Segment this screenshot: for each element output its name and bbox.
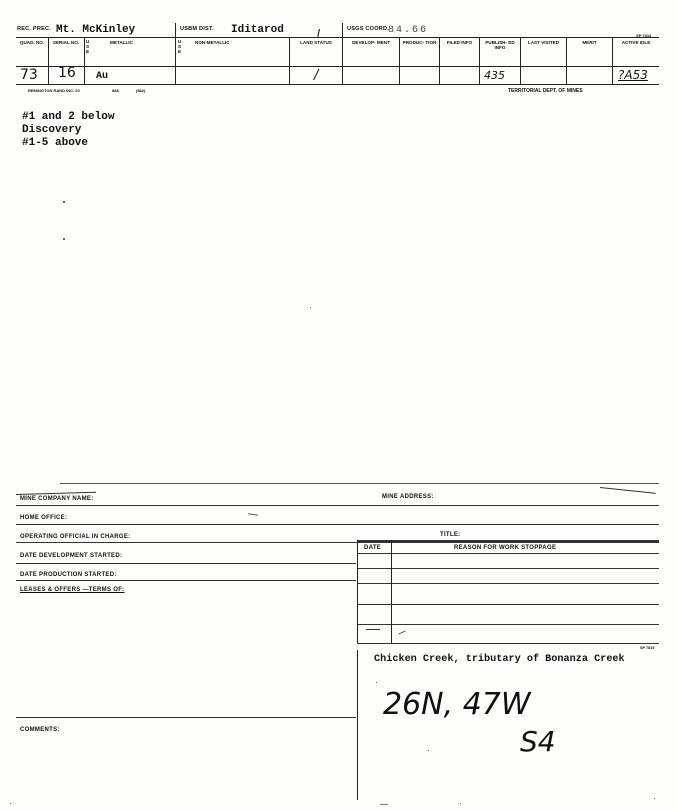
printer-code-b: (882): [136, 88, 146, 93]
rule-stoppage-2: [357, 583, 659, 584]
land-status-label: LAND STATUS: [300, 40, 332, 45]
speck-bottom-4: [10, 803, 11, 804]
merit-label: MERIT: [582, 40, 597, 45]
rule-comments: [16, 717, 356, 718]
rule-stoppage-top: [357, 540, 659, 542]
rule-date-prod: [16, 580, 356, 581]
published-info-label: PUBLISH- ED INFO: [485, 40, 515, 50]
header-rule-1: [16, 37, 659, 38]
col-div-3: [289, 37, 290, 84]
rule-home-office: [16, 524, 659, 525]
divider-rec-usbm: [175, 23, 176, 85]
usbm-dist-value: Iditarod: [231, 24, 284, 36]
note-line-1: #1 and 2 below: [22, 111, 115, 123]
slant-stroke: [16, 492, 96, 495]
speck-3: [310, 307, 311, 308]
speck-4: [376, 682, 377, 683]
section-hand: S4: [520, 725, 556, 758]
printer-code-a: 888: [112, 88, 119, 93]
stoppage-date-divider: [391, 540, 392, 643]
form-number-bottom: SP 7815: [640, 646, 655, 650]
location-left-edge: [357, 650, 358, 800]
active-idle-label: ACTIVE IDLE: [621, 40, 651, 45]
col-div-6: [479, 37, 480, 84]
divider-usbm-usgs: [342, 23, 343, 85]
rule-stoppage-header: [357, 553, 659, 554]
date-production-label: DATE PRODUCTION STARTED:: [20, 572, 117, 578]
comments-label: COMMENTS:: [20, 727, 60, 733]
published-info-value: 435: [484, 69, 505, 82]
date-label: DATE: [364, 545, 382, 551]
mine-address-label: MINE ADDRESS:: [382, 494, 434, 500]
note-line-2: Discovery: [22, 124, 82, 136]
serial-value: 16: [58, 65, 76, 81]
col-div-4: [399, 37, 400, 84]
rule-stoppage-4: [357, 624, 659, 625]
metallic-label: METALLIC: [110, 40, 133, 45]
quad-label: QUAD. NO.: [19, 40, 45, 45]
last-visited-label: LAST VISITED: [527, 40, 560, 45]
col-div-2: [84, 37, 85, 84]
operating-official-label: OPERATING OFFICIAL IN CHARGE:: [20, 534, 131, 540]
reason-label: REASON FOR WORK STOPPAGE: [454, 545, 557, 551]
rec-prec-label: REC. PREC.: [17, 26, 52, 32]
speck-5: [428, 750, 429, 751]
township-hand: 26N, 47W: [383, 687, 531, 722]
slant-stroke-right: [600, 487, 656, 494]
printer-note: REMINGTON RAND INC. 20: [28, 88, 80, 93]
usgs-coord-value: 84.66: [388, 25, 429, 36]
tick-mark: [248, 513, 258, 515]
development-label: DEVELOP- MENT: [352, 40, 390, 45]
tick-mark-2: [398, 630, 406, 634]
col-div-8: [566, 37, 567, 84]
mine-company-label: MINE COMPANY NAME:: [20, 496, 94, 502]
header-rule-2: [16, 66, 659, 67]
top-rule-lower: [60, 483, 659, 484]
land-status-value: /: [314, 68, 319, 83]
active-idle-value: ?A53: [618, 68, 648, 82]
header-rule-3: [16, 84, 659, 85]
home-office-label: HOME OFFICE:: [20, 515, 68, 521]
department-label: TERRITORIAL DEPT. OF MINES: [508, 88, 583, 94]
usbm-dist-mark: I: [317, 27, 321, 40]
speck-bottom-3: [654, 798, 655, 799]
speck-bottom-1: [380, 804, 388, 805]
title-label: TITLE:: [440, 532, 461, 538]
speck-2: [63, 238, 65, 240]
col-div-1: [48, 37, 49, 84]
rule-mine-company: [16, 505, 659, 506]
rule-operating: [16, 542, 659, 543]
quad-value: 73: [20, 67, 38, 83]
nonmetallic-label: NON-METALLIC: [195, 40, 230, 45]
col-div-9: [612, 37, 613, 84]
location-typed: Chicken Creek, tributary of Bonanza Creek: [374, 654, 625, 665]
usbm-dist-label: USBM DIST.: [180, 26, 214, 32]
date-development-label: DATE DEVELOPMENT STARTED:: [20, 553, 123, 559]
rule-date-dev: [16, 563, 356, 564]
rec-prec-value: Mt. McKinley: [56, 24, 136, 36]
col-div-7: [520, 37, 521, 84]
metallic-value: Au: [96, 71, 109, 82]
form-number-top: SP 7814: [636, 33, 652, 38]
stoppage-left-edge: [357, 540, 358, 643]
col-div-5: [439, 37, 440, 84]
nonmetallic-use-label: U S E: [178, 39, 182, 54]
leases-label: LEASES & OFFERS —TERMS OF:: [20, 587, 125, 593]
serial-label: SERIAL NO.: [52, 40, 80, 45]
production-label: PRODUC- TION: [402, 40, 437, 45]
rule-stoppage-1: [357, 568, 659, 569]
filed-info-label: FILED INFO: [446, 40, 473, 45]
dash-mark: [366, 629, 380, 630]
note-line-3: #1-5 above: [22, 137, 89, 149]
metallic-use-label: U S E: [86, 39, 90, 54]
rule-stoppage-5: [357, 643, 659, 644]
rule-stoppage-3: [357, 604, 659, 605]
speck-1: [63, 201, 65, 203]
speck-bottom-2: [460, 803, 461, 804]
usgs-coord-label: USGS COORD.: [347, 26, 389, 32]
